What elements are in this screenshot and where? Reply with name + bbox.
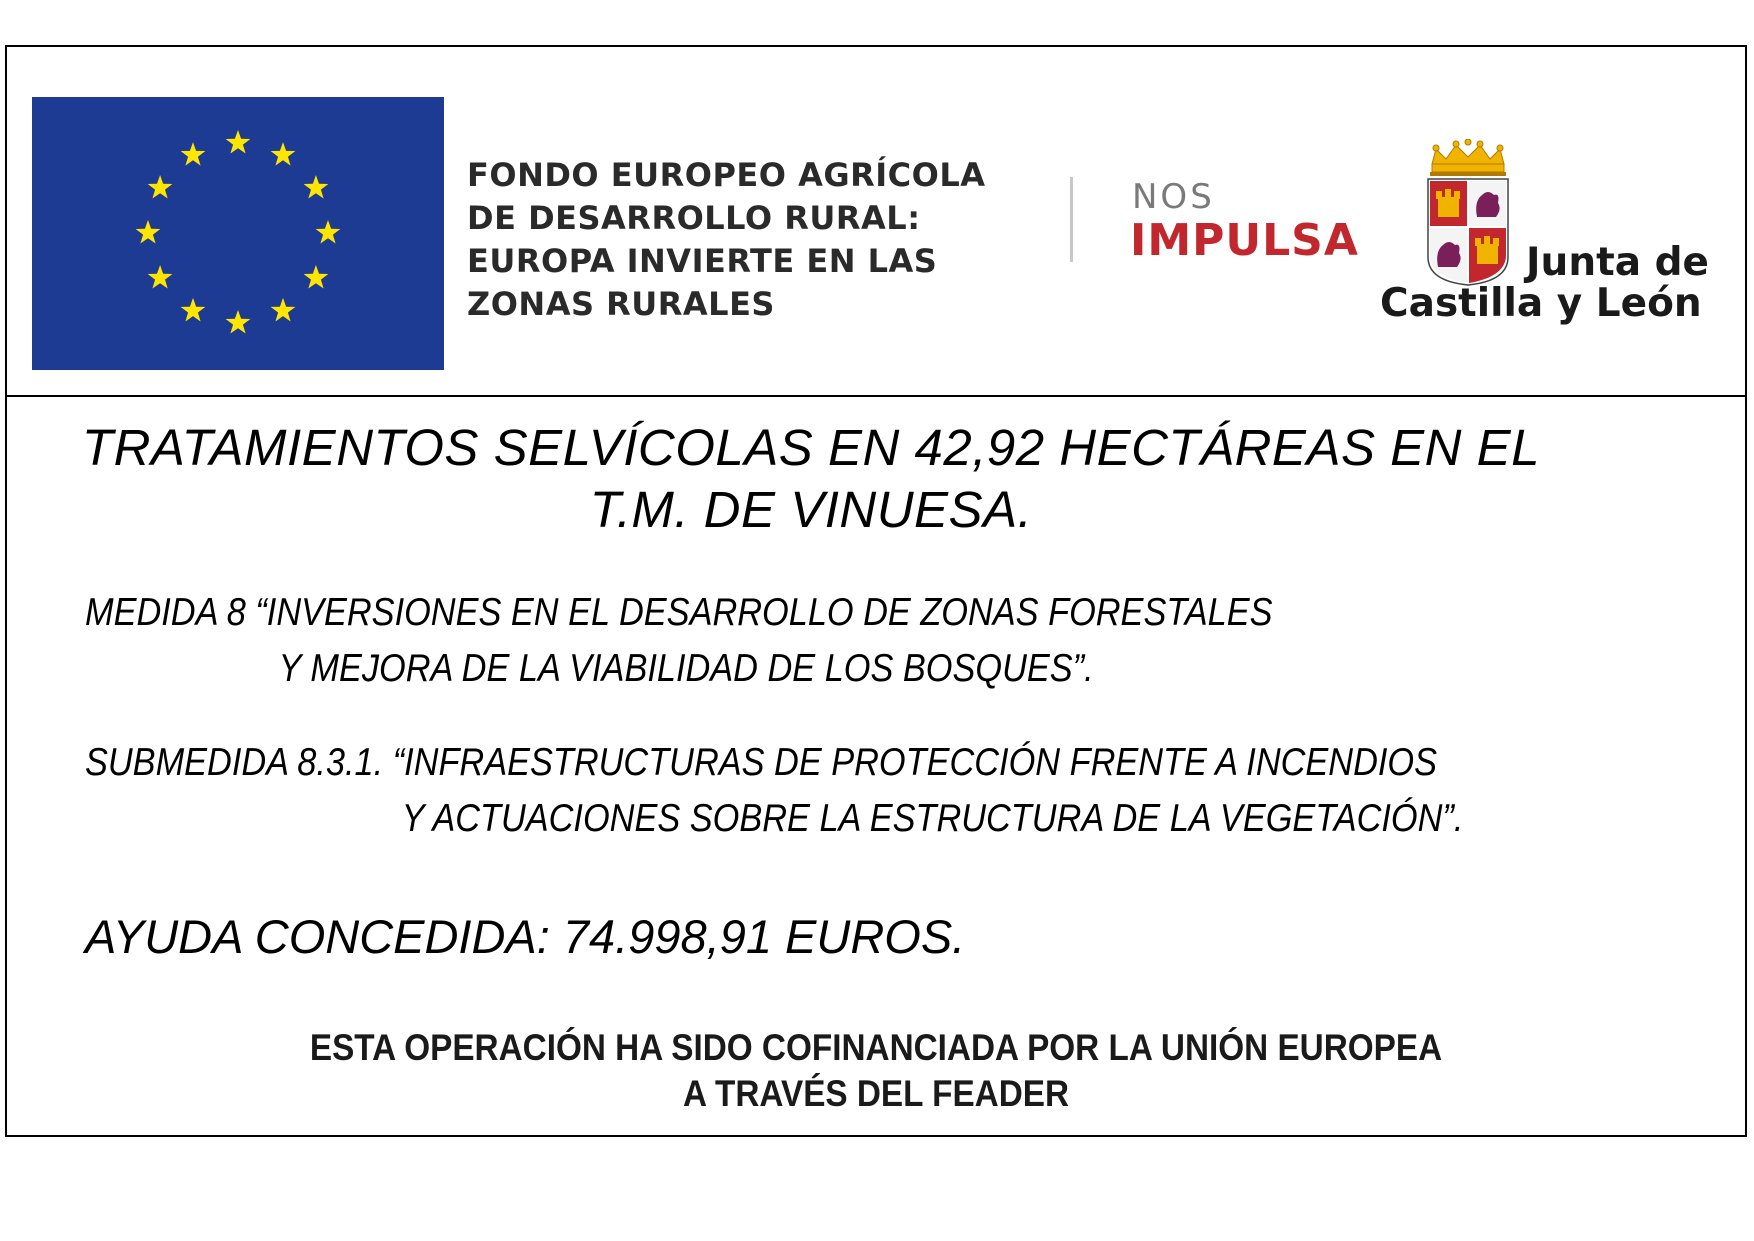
- feader-line: ZONAS RURALES: [467, 285, 775, 323]
- project-title-line1: TRATAMIENTOS SELVÍCOLAS EN 42,92 HECTÁREAS EN EL: [81, 419, 1541, 476]
- eu-star-icon: [226, 130, 251, 154]
- feader-line: FONDO EUROPEO AGRÍCOLA: [467, 156, 986, 194]
- eu-star-icon: [304, 175, 329, 199]
- logo-divider: [1070, 177, 1073, 262]
- eu-star-icon: [181, 298, 206, 322]
- cofinancing-line2: A TRAVÉS DEL FEADER: [682, 1073, 1070, 1114]
- eu-flag-icon: [32, 97, 444, 370]
- eu-star-icon: [271, 142, 296, 166]
- eu-star-icon: [148, 265, 173, 289]
- feader-line: EUROPA INVIERTE EN LAS: [467, 242, 938, 280]
- eu-star-icon: [181, 142, 206, 166]
- submedida-line2: Y ACTUACIONES SOBRE LA ESTRUCTURA DE LA VEGETACIÓN”.: [401, 797, 1464, 840]
- feader-caption: [467, 154, 1027, 326]
- nos-impulsa-nos: NOS: [1132, 177, 1215, 217]
- project-title-line2: T.M. DE VINUESA.: [589, 481, 1033, 538]
- submedida-line1: SUBMEDIDA 8.3.1. “INFRAESTRUCTURAS DE PROTECCIÓN FRENTE A INCENDIOS: [85, 741, 1437, 784]
- eu-star-icon: [316, 220, 341, 244]
- submedida-text: [85, 735, 1537, 847]
- grant-amount: AYUDA CONCEDIDA: 74.998,91 EUROS.: [85, 910, 966, 963]
- eu-star-icon: [304, 265, 329, 289]
- medida-line2: Y MEJORA DE LA VIABILIDAD DE LOS BOSQUES”.: [278, 647, 1094, 690]
- signboard: [5, 45, 1747, 1137]
- nos-impulsa-logo: IMPULSA: [1130, 215, 1359, 266]
- cofinancing-notice: [7, 1025, 1745, 1117]
- eu-star-icon: [148, 175, 173, 199]
- eu-star-icon: [226, 310, 251, 334]
- jcyl-line2: Castilla y León: [1380, 281, 1702, 326]
- logo-header: [7, 47, 1745, 397]
- cofinancing-line1: ESTA OPERACIÓN HA SIDO COFINANCIADA POR LA UNIÓN EUROPEA: [309, 1027, 1443, 1068]
- medida-text: [85, 585, 1537, 697]
- eu-star-icon: [271, 298, 296, 322]
- medida-line1: MEDIDA 8 “INVERSIONES EN EL DESARROLLO DE ZONAS FORESTALES: [85, 591, 1273, 634]
- project-title: [7, 417, 1745, 541]
- jcyl-wordmark: [1380, 240, 1717, 326]
- eu-star-icon: [136, 220, 161, 244]
- jcyl-line1: Junta de: [1526, 240, 1709, 285]
- feader-line: DE DESARROLLO RURAL:: [467, 199, 921, 237]
